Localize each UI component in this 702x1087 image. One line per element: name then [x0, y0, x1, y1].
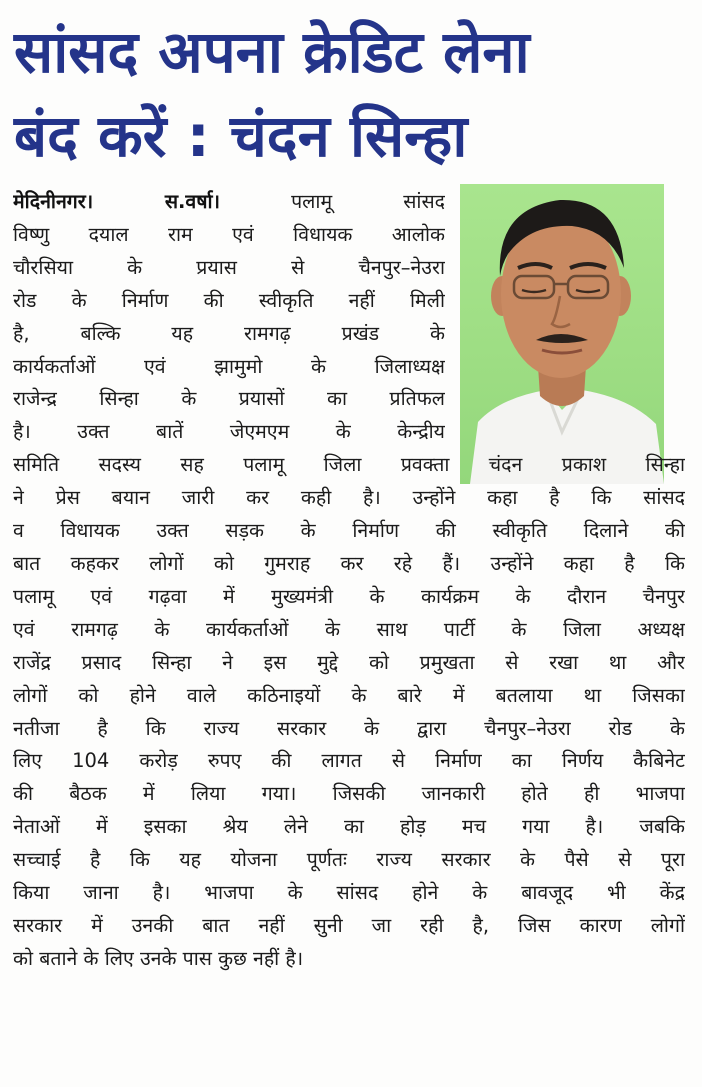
body-line-1 — [13, 186, 445, 219]
headline-line-2: बंद करें : चंदन सिन्हा — [14, 102, 468, 170]
body-line-13: पलामू एवं गढ़वा में मुख्यमंत्री के कार्यक्रम के दौरान चैनपुर — [13, 584, 685, 608]
body-line-8: है। उक्त बातें जेएमएम के केन्द्रीय — [13, 420, 445, 444]
body-line-15: राजेंद्र प्रसाद सिन्हा ने इस मुद्दे को प्रमुखता से रखा था और — [13, 650, 685, 674]
body-line-21: सच्चाई है कि यह योजना पूर्णतः राज्य सरकार के पैसे से पूरा — [13, 848, 685, 872]
body-line-10: ने प्रेस बयान जारी कर कही है। उन्होंने कहा है कि सांसद — [13, 486, 685, 510]
body-line-20: नेताओं में इसका श्रेय लेने का होड़ मच गया है। जबकि — [13, 815, 685, 839]
article-body — [13, 186, 685, 976]
body-line-5: है, बल्कि यह रामगढ़ प्रखंड के — [13, 321, 445, 345]
body-line-12: बात कहकर लोगों को गुमराह कर रहे हैं। उन्होंने कहा है कि — [13, 551, 685, 575]
body-line-14: एवं रामगढ़ के कार्यकर्ताओं के साथ पार्टी के जिला अध्यक्ष — [13, 617, 685, 641]
body-line-6: कार्यकर्ताओं एवं झामुमो के जिलाध्यक्ष — [13, 354, 445, 378]
body-line-16: लोगों को होने वाले कठिनाइयों के बारे में बतलाया था जिसका — [13, 683, 685, 707]
body-line-11: व विधायक उक्त सड़क के निर्माण की स्वीकृति दिलाने की — [13, 519, 685, 543]
body-line-19: की बैठक में लिया गया। जिसकी जानकारी होते ही भाजपा — [13, 782, 685, 806]
body-line-9: समिति सदस्य सह पलामू जिला प्रवक्ता चंदन प्रकाश सिन्हा — [13, 453, 685, 477]
headline-line-1: सांसद अपना क्रेडिट लेना — [14, 18, 530, 86]
body-line-7: राजेन्द्र सिन्हा के प्रयासों का प्रतिफल — [13, 387, 445, 411]
body-line-3: चौरसिया के प्रयास से चैनपुर–नेउरा — [13, 255, 445, 279]
body-line-17: नतीजा है कि राज्य सरकार के द्वारा चैनपुर–नेउरा रोड के — [13, 716, 685, 740]
body-line-4: रोड के निर्माण की स्वीकृति नहीं मिली — [13, 288, 445, 312]
headline — [14, 10, 694, 178]
body-line-23: सरकार में उनकी बात नहीं सुनी जा रही है, जिस कारण लोगों — [13, 913, 685, 937]
body-line-24: को बताने के लिए उनके पास कुछ नहीं है। — [13, 946, 304, 970]
body-line-18: लिए 104 करोड़ रुपए की लागत से निर्माण का निर्णय कैबिनेट — [13, 749, 685, 773]
body-line-22: किया जाना है। भाजपा के सांसद होने के बावजूद भी केंद्र — [13, 881, 685, 905]
body-line-2: विष्णु दयाल राम एवं विधायक आलोक — [13, 222, 445, 246]
body-line-1-text: पलामू सांसद — [291, 190, 445, 213]
dateline: मेदिनीनगर। स.वर्षा। — [13, 190, 220, 213]
